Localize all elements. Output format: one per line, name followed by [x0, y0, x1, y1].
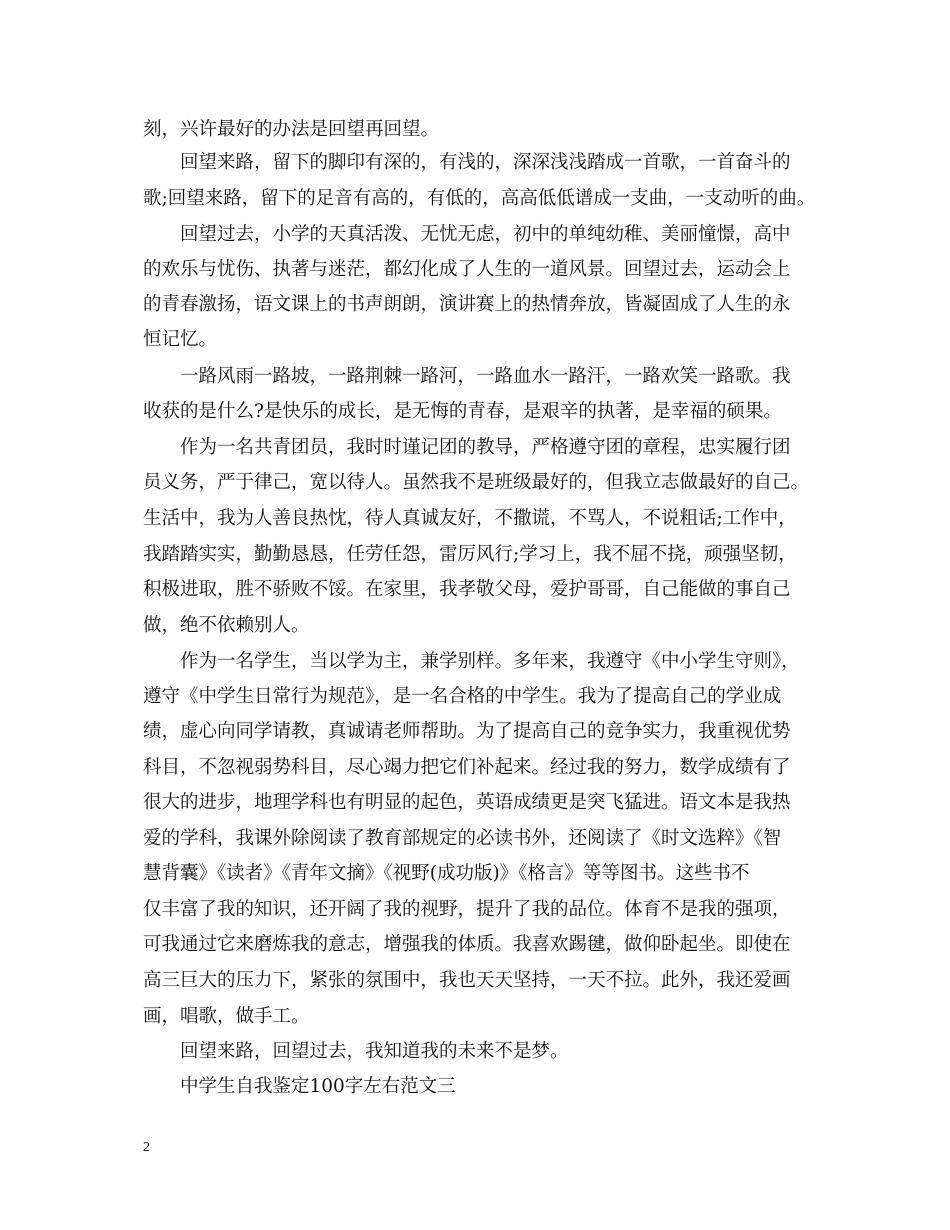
text-line: 恒记忆。: [143, 329, 218, 350]
text-line: 的青春激扬，语文课上的书声朗朗，演讲赛上的热情奔放，皆凝固成了人生的永: [143, 294, 791, 315]
text-line: 的欢乐与忧伤、执著与迷茫，都幻化成了人生的一道风景。回望过去，运动会上: [143, 259, 791, 280]
text-line: 刻，兴许最好的办法是回望再回望。: [143, 119, 440, 140]
text-line: 慧背囊》《读者》《青年文摘》《视野(成功版)》《格言》等等图书。这些书不: [143, 863, 750, 884]
text-line: 可我通过它来磨炼我的意志，增强我的体质。我喜欢踢毽，做仰卧起坐。即使在: [143, 934, 791, 955]
text-line: 歌;回望来路，留下的足音有高的，有低的，高高低低谱成一支曲，一支动听的曲。: [143, 188, 816, 209]
text-line: 员义务，严于律己，宽以待人。虽然我不是班级最好的，但我立志做最好的自己。: [143, 472, 810, 493]
text-line: 画，唱歌，做手工。: [143, 1006, 310, 1027]
text-line: 仅丰富了我的知识，还开阔了我的视野，提升了我的品位。体育不是我的强项，: [143, 899, 791, 920]
text-line: 绩，虚心向同学请教，真诚请老师帮助。为了提高自己的竞争实力，我重视优势: [143, 721, 791, 742]
text-line: 做，绝不依赖别人。: [143, 615, 310, 636]
text-line: 作为一名学生，当以学为主，兼学别样。多年来，我遵守《中小学生守则》，: [180, 651, 800, 672]
text-line: 回望来路，留下的脚印有深的，有浅的，深深浅浅踏成一首歌，一首奋斗的: [180, 152, 791, 173]
text-line: 作为一名共青团员，我时时谨记团的教导，严格遵守团的章程，忠实履行团: [180, 437, 791, 458]
text-line: 遵守《中学生日常行为规范》，是一名合格的中学生。我为了提高自己的学业成: [143, 686, 782, 707]
text-line: 很大的进步，地理学科也有明显的起色，英语成绩更是突飞猛进。语文本是我热: [143, 792, 791, 813]
text-line: 生活中，我为人善良热忱，待人真诚友好，不撒谎，不骂人，不说粗话;工作中，: [143, 508, 797, 529]
text-line: 我踏踏实实，勤勤恳恳，任劳任怨，雷厉风行;学习上，我不屈不挠，顽强坚韧，: [143, 544, 797, 565]
text-line: 科目，不忽视弱势科目，尽心竭力把它们补起来。经过我的努力，数学成绩有了: [143, 757, 791, 778]
text-line: 爱的学科，我课外除阅读了教育部规定的必读书外，还阅读了《时文选粹》《智: [143, 828, 782, 849]
text-line: 回望来路，回望过去，我知道我的未来不是梦。: [180, 1041, 569, 1062]
text-line: 积极进取，胜不骄败不馁。在家里，我孝敬父母，爱护哥哥，自己能做的事自己: [143, 579, 791, 600]
text-line: 收获的是什么?是快乐的成长，是无悔的青春，是艰辛的执著，是幸福的硕果。: [143, 401, 782, 422]
text-line: 高三巨大的压力下，紧张的氛围中，我也天天坚持，一天不拉。此外，我还爱画: [143, 970, 791, 991]
text-line: 中学生自我鉴定100字左右范文三: [180, 1076, 456, 1097]
text-line: 一路风雨一路坡，一路荆棘一路河，一路血水一路汗，一路欢笑一路歌。我: [180, 366, 791, 387]
text-line: 回望过去，小学的天真活泼、无忧无虑，初中的单纯幼稚、美丽憧憬，高中: [180, 224, 791, 245]
page-number: 2: [143, 1140, 150, 1155]
